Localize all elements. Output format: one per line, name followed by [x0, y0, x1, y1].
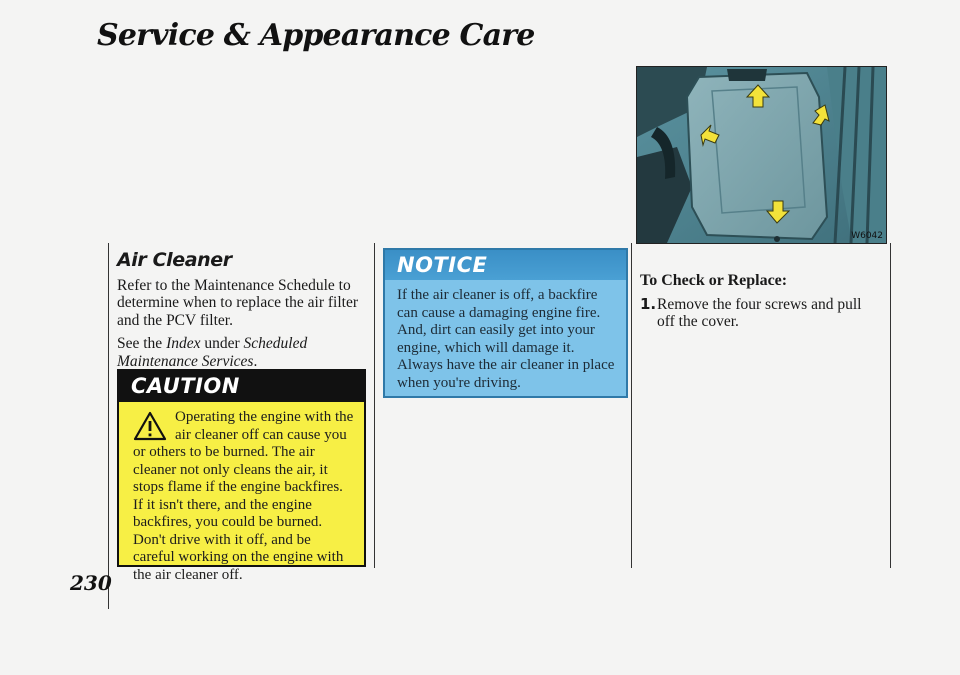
- column-divider-right: [890, 243, 891, 568]
- section-heading: Air Cleaner: [117, 249, 232, 271]
- index-suffix: .: [253, 352, 258, 370]
- page-title: Service & Appearance Care: [97, 18, 535, 53]
- index-word: Index: [166, 335, 201, 352]
- intro-paragraph: Refer to the Maintenance Schedule to determine when to replace the air filter and the PCV filter.: [117, 276, 358, 329]
- index-reference: [117, 335, 367, 370]
- step-number: 1.: [640, 294, 657, 313]
- step-text: Remove the four screws and pull off the cover.: [657, 295, 862, 330]
- engine-illustration: [637, 67, 886, 243]
- index-mid: under: [200, 335, 244, 352]
- caution-body: [119, 402, 364, 584]
- column-divider-center-right: [631, 243, 632, 568]
- notice-box: [383, 248, 628, 398]
- caution-box: [117, 369, 366, 583]
- warning-triangle-icon: [133, 411, 167, 441]
- page-number: 230: [70, 571, 112, 595]
- left-column: [117, 249, 367, 376]
- caution-text: Operating the engine with the air cleaner off can cause you or others to be burned. The air cleaner not only cleans the air, it stops flame if the engine backfires. If it isn't there, and the engine backfires, you could be burned. Don't drive with it off, and be careful working on the engine with the air cleaner off.: [133, 409, 354, 583]
- right-column: [640, 272, 880, 331]
- photo-code: W6042: [851, 231, 883, 241]
- notice-label: NOTICE: [385, 250, 626, 280]
- procedure-heading: To Check or Replace:: [640, 272, 788, 289]
- column-divider-center-left: [374, 243, 375, 568]
- column-divider-left: [108, 243, 109, 609]
- index-topic: Scheduled Maintenance Services: [117, 335, 308, 370]
- notice-text: If the air cleaner is off, a backfire can cause a damaging engine fire. And, dirt can easily get into your engine, which will damage it. Always have the air cleaner in place when you're driving.: [397, 287, 615, 391]
- air-cleaner-photo: [636, 66, 887, 244]
- step-item: [640, 296, 880, 331]
- caution-label: CAUTION: [119, 371, 364, 402]
- index-prefix: See the: [117, 335, 167, 352]
